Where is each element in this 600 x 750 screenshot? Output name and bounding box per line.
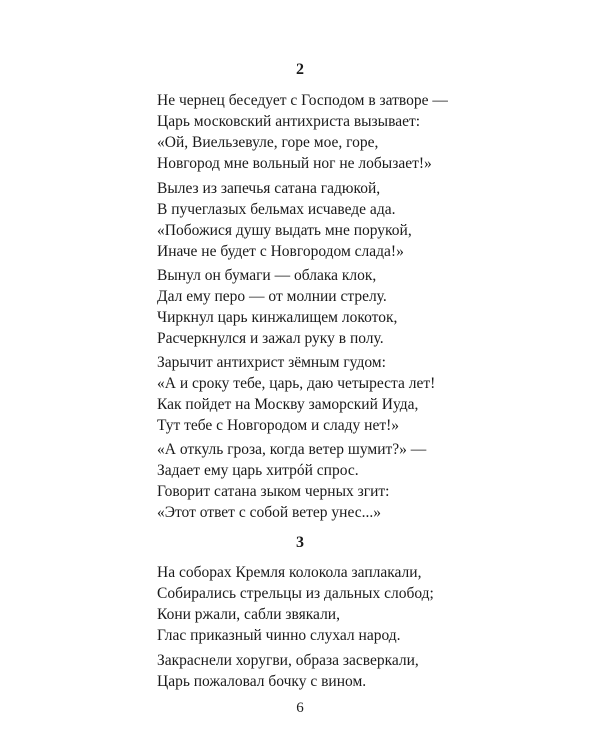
verse-line: Глас приказный чинно слухал народ. (157, 627, 401, 644)
verse-line: Царь пожаловал бочку с вином. (157, 673, 367, 690)
verse-line: Иначе не будет с Новгородом слада!» (157, 243, 404, 260)
verse-line: В пучеглазых бельмах исчаведе ада. (157, 201, 396, 218)
verse-line: Не чернец беседует с Господом в затворе — (157, 92, 448, 109)
verse-line: Вылез из запечья сатана гадюкой, (157, 180, 381, 197)
verse-line: Царь московский антихриста вызывает: (157, 113, 421, 130)
verse-line: Чиркнул царь кинжалищем локоток, (157, 309, 398, 326)
stanza (157, 90, 448, 174)
verse-line: Собирались стрельцы из дальных слобод; (157, 585, 434, 602)
verse-line: На соборах Кремля колокола заплакали, (157, 564, 422, 581)
verse-line: Говорит сатана зыком черных згит: (157, 483, 390, 500)
stanza (157, 650, 419, 692)
stanza (157, 562, 434, 646)
verse-line: Задает ему царь хитрóй спрос. (157, 462, 359, 479)
verse-line: Тут тебе с Новгородом и сладу нет!» (157, 417, 400, 434)
verse-line: «Этот ответ с собой ветер унес...» (157, 504, 381, 521)
section-number-3: 3 (296, 534, 304, 551)
stanza (157, 439, 426, 523)
verse-line: Новгород мне вольный ног не лобызает!» (157, 155, 432, 172)
verse-line: Закраснели хоругви, образа засверкали, (157, 652, 419, 669)
verse-line: Дал ему перо — от молнии стрелу. (157, 288, 387, 305)
verse-line: Расчеркнулся и зажал руку в полу. (157, 330, 384, 347)
stanza (157, 352, 435, 436)
verse-line: «А и сроку тебе, царь, даю четыреста лет! (157, 375, 436, 392)
verse-line: «Ой, Виельзевуле, горе мое, горе, (157, 134, 379, 151)
verse-line: «Побожися душу выдать мне порукой, (157, 222, 412, 239)
verse-line: Зарычит антихрист зёмным гудом: (157, 354, 386, 371)
verse-line: Вынул он бумаги — облака клок, (157, 267, 377, 284)
verse-line: «А откуль гроза, когда ветер шумит?» — (157, 441, 427, 458)
verse-line: Кони ржали, сабли звякали, (157, 606, 340, 623)
verse-line: Как пойдет на Москву заморский Иуда, (157, 396, 419, 413)
section-number-2: 2 (296, 61, 304, 78)
page-number: 6 (296, 700, 304, 716)
stanza (157, 265, 397, 349)
stanza (157, 178, 412, 262)
